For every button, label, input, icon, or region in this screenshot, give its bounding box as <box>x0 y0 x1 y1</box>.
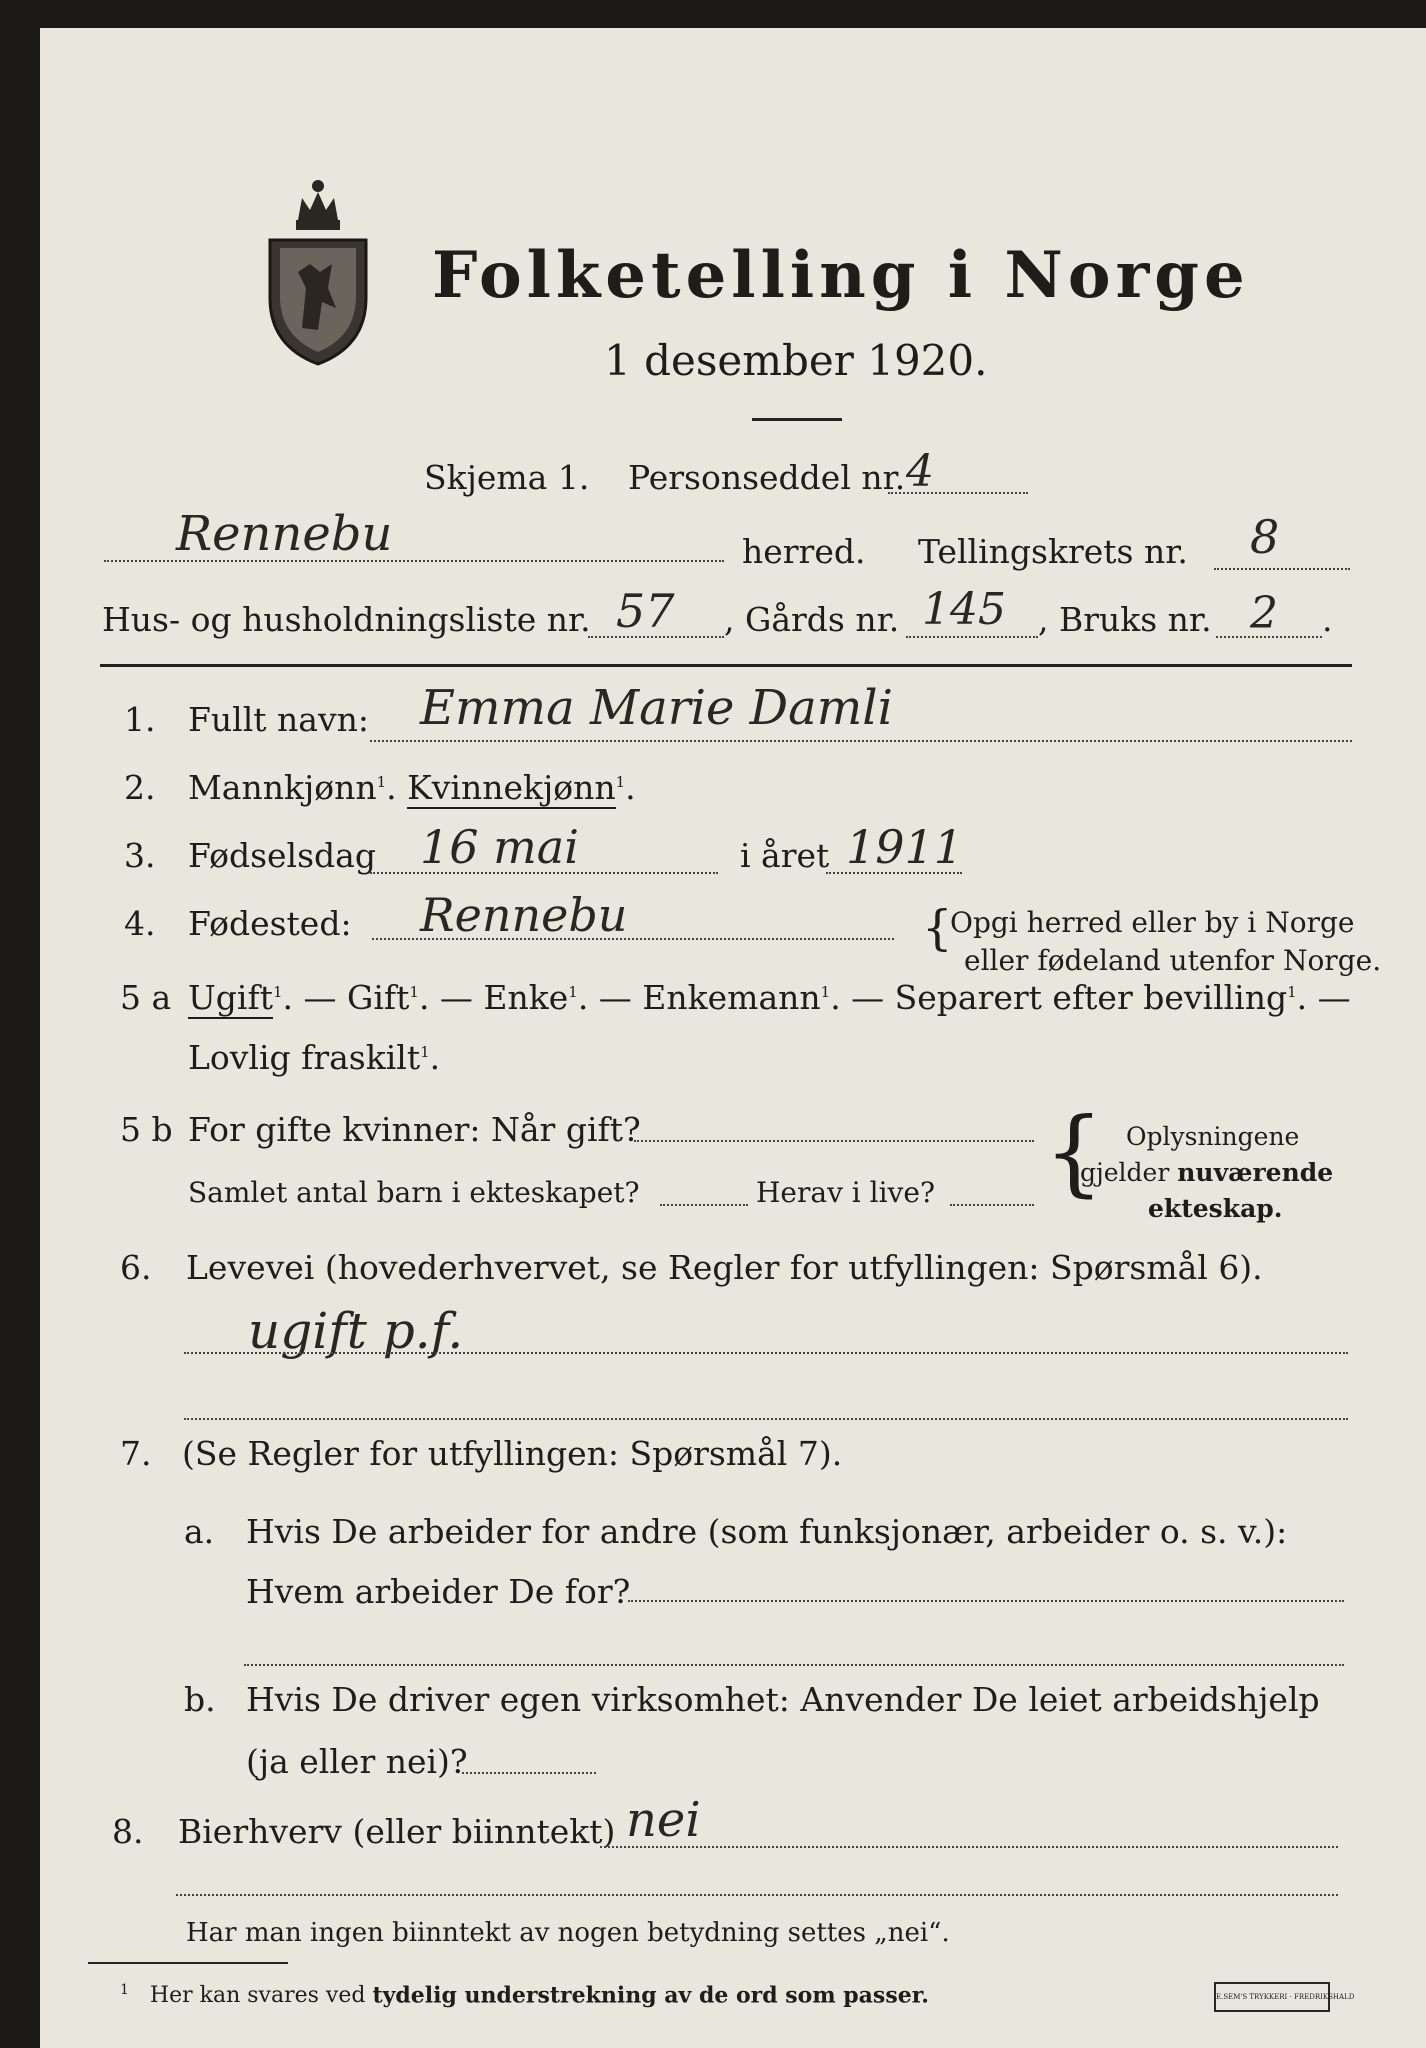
q5b-note-2 <box>1080 1158 1333 1187</box>
q2-sup-2: 1 <box>615 773 626 791</box>
q7a-line-1 <box>628 1600 1344 1602</box>
q5a-options <box>188 978 1351 1017</box>
footnote-rule <box>88 1962 288 1964</box>
q2-kvinne: Kvinnekjønn <box>407 768 616 807</box>
q5a-dash: . — <box>1296 978 1351 1017</box>
q3-year-value: 1911 <box>846 820 964 874</box>
coat-of-arms-icon <box>262 168 374 368</box>
q1-number: 1. <box>124 700 156 739</box>
q5a-enke: . — Enke <box>418 978 569 1017</box>
herred-label: herred. <box>742 532 866 571</box>
footnote-text-1: Her kan svares ved <box>149 1983 366 2009</box>
q3-line <box>370 872 718 874</box>
q4-line <box>372 938 894 940</box>
q5b-gift-line <box>634 1140 1034 1142</box>
q8-label: Bierhverv (eller biinntekt) <box>178 1812 616 1851</box>
q6-line-2 <box>184 1418 1348 1420</box>
q3-label: Fødselsdag <box>188 836 376 875</box>
q7b-question: (ja eller nei)? <box>246 1742 468 1781</box>
q3-year-line <box>826 872 962 874</box>
header-rule <box>100 664 1352 667</box>
census-date: 1 desember 1920. <box>604 336 988 385</box>
footnote-text-2: tydelig understrekning av de ord som passer. <box>372 1982 929 2009</box>
q8-line-1 <box>600 1846 1338 1848</box>
tellingskrets-value: 8 <box>1250 510 1280 564</box>
q7-number: 7. <box>120 1434 152 1473</box>
q7b-letter: b. <box>184 1680 216 1719</box>
q8-number: 8. <box>112 1812 144 1851</box>
q5b-note-2b: nuværende <box>1177 1158 1334 1187</box>
husliste-value: 57 <box>616 584 675 638</box>
q5a-enkemann: . — Enkemann <box>577 978 821 1017</box>
q4-note-1: Opgi herred eller by i Norge <box>950 906 1355 939</box>
herred-line <box>104 560 724 562</box>
footer-note: Har man ingen biinntekt av nogen betydning settes „nei“. <box>186 1918 950 1948</box>
q7a-line-2 <box>244 1664 1344 1666</box>
skjema-label: Skjema 1. <box>424 458 590 497</box>
q7a-letter: a. <box>184 1512 215 1551</box>
q5b-barn-label: Samlet antal barn i ekteskapet? <box>188 1176 640 1209</box>
q4-value: Rennebu <box>420 888 628 942</box>
q7a-text: Hvis De arbeider for andre (som funksjonær, arbeider o. s. v.): <box>246 1512 1288 1551</box>
gards-value: 145 <box>922 584 1006 635</box>
q5a-sup-3: 1 <box>568 983 578 1001</box>
q2-mann: Mannkjønn <box>188 768 377 807</box>
q5b-note-3: ekteskap. <box>1148 1194 1283 1223</box>
personseddel-line <box>888 492 1028 494</box>
gards-line <box>906 636 1038 638</box>
q5b-note-1: Oplysningene <box>1126 1122 1300 1151</box>
q2-number: 2. <box>124 768 156 807</box>
q4-number: 4. <box>124 904 156 943</box>
q6-value: ugift p.f. <box>248 1302 464 1360</box>
q5b-note-2a: gjelder <box>1080 1158 1170 1187</box>
q5b-herav-label: Herav i live? <box>756 1176 935 1209</box>
q5a-separert: . — Separert efter bevilling <box>830 978 1288 1017</box>
q5a-sup-2: 1 <box>409 983 419 1001</box>
personseddel-label: Personseddel nr. <box>628 458 906 497</box>
form-title: Folketelling i Norge <box>432 238 1250 313</box>
q7a-question: Hvem arbeider De for? <box>246 1572 631 1611</box>
q8-line-2 <box>176 1894 1338 1896</box>
q5a-fraskilt-row <box>188 1038 440 1077</box>
q5b-label: For gifte kvinner: Når gift? <box>188 1110 641 1149</box>
bruks-line <box>1216 636 1322 638</box>
q6-label: Levevei (hovederhvervet, se Regler for utfyllingen: Spørsmål 6). <box>186 1248 1263 1287</box>
q5a-sup-4: 1 <box>820 983 831 1001</box>
tellingskrets-label: Tellingskrets nr. <box>918 532 1188 571</box>
q5b-number: 5 b <box>120 1110 173 1149</box>
q3-value: 16 mai <box>420 820 579 874</box>
q2-sep: . <box>386 768 397 807</box>
q7-label: (Se Regler for utfyllingen: Spørsmål 7). <box>182 1434 843 1473</box>
q5b-barn-line <box>660 1204 748 1206</box>
printer-stamp: E.SEM'S TRYKKERI · FREDRIKSHALD <box>1214 1982 1330 2012</box>
q5a-number: 5 a <box>120 978 172 1017</box>
q2-end: . <box>625 768 636 807</box>
q6-number: 6. <box>120 1248 152 1287</box>
q4-label: Fødested: <box>188 904 352 943</box>
q5a-sup-1: 1 <box>272 983 283 1001</box>
husliste-line <box>588 636 724 638</box>
footnote-number: 1 <box>120 1982 129 1998</box>
q5a-fraskilt: Lovlig fraskilt <box>188 1038 421 1077</box>
q5a-ugift: Ugift <box>188 978 273 1017</box>
q4-note-2: eller fødeland utenfor Norge. <box>964 944 1382 977</box>
q3-year-label: i året <box>740 836 830 875</box>
q7b-line <box>462 1772 596 1774</box>
gards-label: , Gårds nr. <box>724 600 900 639</box>
q1-label: Fullt navn: <box>188 700 369 739</box>
bruks-end: . <box>1322 600 1333 639</box>
q2-options <box>188 768 636 807</box>
footnote <box>120 1982 929 2008</box>
q2-sup-1: 1 <box>376 773 387 791</box>
bruks-value: 2 <box>1250 588 1278 639</box>
q5a-gift: . — Gift <box>282 978 410 1017</box>
title-rule <box>752 418 842 421</box>
q5a-end: . <box>429 1038 441 1077</box>
q1-value: Emma Marie Damli <box>420 680 893 736</box>
tellingskrets-line <box>1214 568 1350 570</box>
bruks-label: , Bruks nr. <box>1038 600 1212 639</box>
q4-brace: { <box>922 900 953 956</box>
personseddel-value: 4 <box>906 446 934 497</box>
q7b-text: Hvis De driver egen virksomhet: Anvender De leiet arbeidshjelp <box>246 1680 1320 1719</box>
q3-number: 3. <box>124 836 156 875</box>
q5a-sup-6: 1 <box>420 1043 430 1061</box>
q8-value: nei <box>626 1792 701 1848</box>
q5b-brace: { <box>1044 1098 1104 1207</box>
husliste-label: Hus- og husholdningsliste nr. <box>102 600 591 639</box>
herred-value: Rennebu <box>176 506 393 562</box>
q1-line <box>370 740 1352 742</box>
q5a-sup-5: 1 <box>1287 983 1297 1001</box>
q5b-herav-line <box>950 1204 1034 1206</box>
q6-line-1 <box>184 1352 1348 1354</box>
